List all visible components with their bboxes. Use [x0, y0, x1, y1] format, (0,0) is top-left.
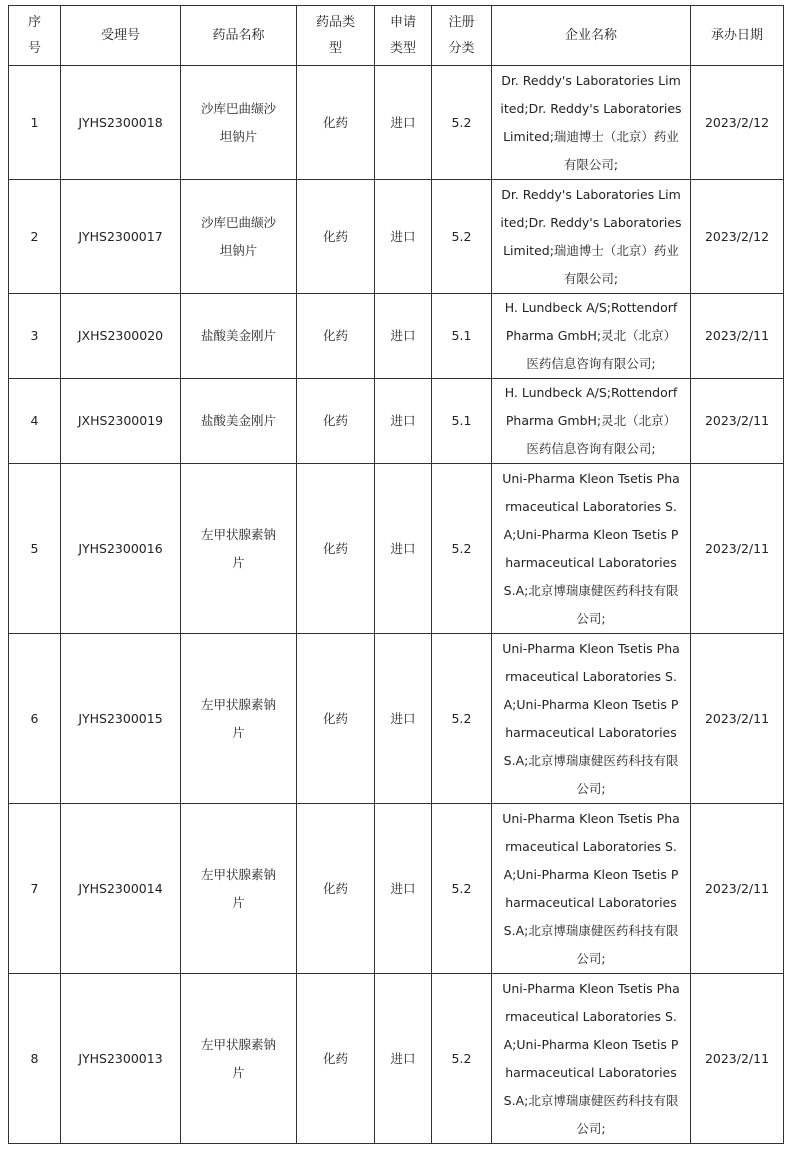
table-row	[9, 180, 784, 294]
table-row	[9, 379, 784, 464]
cell-apply: 进口	[375, 379, 432, 464]
cell-type: 化药	[297, 294, 375, 379]
cell-drug: 左甲状腺素钠片	[181, 634, 297, 804]
cell-acceptance: JYHS2300014	[61, 804, 181, 974]
cell-class: 5.2	[432, 634, 492, 804]
table-row	[9, 464, 784, 634]
cell-date: 2023/2/11	[691, 974, 784, 1144]
header-company: 企业名称	[492, 6, 691, 66]
cell-apply: 进口	[375, 634, 432, 804]
cell-company: Uni-Pharma Kleon Tsetis Pharmaceutical Laboratories S.A;Uni-Pharma Kleon Tsetis Pharmaceutical Laboratories S.A;北京博瑞康健医药科技有限公司;	[492, 634, 691, 804]
cell-acceptance: JYHS2300017	[61, 180, 181, 294]
cell-date: 2023/2/12	[691, 180, 784, 294]
header-class: 注册 分类	[432, 6, 492, 66]
cell-date: 2023/2/11	[691, 464, 784, 634]
cell-class: 5.1	[432, 379, 492, 464]
table-row	[9, 634, 784, 804]
cell-drug: 左甲状腺素钠片	[181, 464, 297, 634]
cell-no: 7	[9, 804, 61, 974]
cell-no: 3	[9, 294, 61, 379]
cell-company: Dr. Reddy's Laboratories Limited;Dr. Reddy's Laboratories Limited;瑞迪博士（北京）药业有限公司;	[492, 66, 691, 180]
cell-type: 化药	[297, 180, 375, 294]
cell-apply: 进口	[375, 294, 432, 379]
cell-type: 化药	[297, 464, 375, 634]
cell-drug: 左甲状腺素钠片	[181, 974, 297, 1144]
cell-apply: 进口	[375, 180, 432, 294]
cell-company: Dr. Reddy's Laboratories Limited;Dr. Reddy's Laboratories Limited;瑞迪博士（北京）药业有限公司;	[492, 180, 691, 294]
cell-no: 2	[9, 180, 61, 294]
cell-acceptance: JXHS2300020	[61, 294, 181, 379]
cell-apply: 进口	[375, 66, 432, 180]
cell-class: 5.1	[432, 294, 492, 379]
cell-no: 8	[9, 974, 61, 1144]
cell-company: Uni-Pharma Kleon Tsetis Pharmaceutical Laboratories S.A;Uni-Pharma Kleon Tsetis Pharmaceutical Laboratories S.A;北京博瑞康健医药科技有限公司;	[492, 804, 691, 974]
cell-class: 5.2	[432, 974, 492, 1144]
cell-no: 6	[9, 634, 61, 804]
cell-apply: 进口	[375, 974, 432, 1144]
cell-acceptance: JYHS2300013	[61, 974, 181, 1144]
drug-registration-table	[8, 5, 784, 1144]
cell-type: 化药	[297, 379, 375, 464]
cell-class: 5.2	[432, 66, 492, 180]
cell-apply: 进口	[375, 464, 432, 634]
cell-date: 2023/2/11	[691, 379, 784, 464]
cell-drug: 沙库巴曲缬沙坦钠片	[181, 180, 297, 294]
header-type: 药品类 型	[297, 6, 375, 66]
cell-company: Uni-Pharma Kleon Tsetis Pharmaceutical Laboratories S.A;Uni-Pharma Kleon Tsetis Pharmaceutical Laboratories S.A;北京博瑞康健医药科技有限公司;	[492, 974, 691, 1144]
table-row	[9, 294, 784, 379]
cell-drug: 沙库巴曲缬沙坦钠片	[181, 66, 297, 180]
cell-company: H. Lundbeck A/S;Rottendorf Pharma GmbH;灵北（北京）医药信息咨询有限公司;	[492, 294, 691, 379]
table-row	[9, 804, 784, 974]
cell-class: 5.2	[432, 464, 492, 634]
table-row	[9, 974, 784, 1144]
cell-apply: 进口	[375, 804, 432, 974]
cell-drug: 盐酸美金刚片	[181, 294, 297, 379]
header-date: 承办日期	[691, 6, 784, 66]
cell-date: 2023/2/11	[691, 294, 784, 379]
cell-no: 1	[9, 66, 61, 180]
cell-drug: 左甲状腺素钠片	[181, 804, 297, 974]
cell-company: Uni-Pharma Kleon Tsetis Pharmaceutical Laboratories S.A;Uni-Pharma Kleon Tsetis Pharmaceutical Laboratories S.A;北京博瑞康健医药科技有限公司;	[492, 464, 691, 634]
cell-date: 2023/2/11	[691, 804, 784, 974]
cell-class: 5.2	[432, 804, 492, 974]
cell-acceptance: JYHS2300016	[61, 464, 181, 634]
header-no: 序 号	[9, 6, 61, 66]
cell-drug: 盐酸美金刚片	[181, 379, 297, 464]
table-header-row	[9, 6, 784, 66]
header-acceptance: 受理号	[61, 6, 181, 66]
cell-type: 化药	[297, 634, 375, 804]
cell-type: 化药	[297, 804, 375, 974]
cell-acceptance: JXHS2300019	[61, 379, 181, 464]
cell-acceptance: JYHS2300015	[61, 634, 181, 804]
cell-type: 化药	[297, 66, 375, 180]
cell-date: 2023/2/11	[691, 634, 784, 804]
cell-class: 5.2	[432, 180, 492, 294]
cell-date: 2023/2/12	[691, 66, 784, 180]
table-row	[9, 66, 784, 180]
header-apply: 申请 类型	[375, 6, 432, 66]
cell-type: 化药	[297, 974, 375, 1144]
cell-acceptance: JYHS2300018	[61, 66, 181, 180]
cell-company: H. Lundbeck A/S;Rottendorf Pharma GmbH;灵北（北京）医药信息咨询有限公司;	[492, 379, 691, 464]
header-drug: 药品名称	[181, 6, 297, 66]
cell-no: 5	[9, 464, 61, 634]
cell-no: 4	[9, 379, 61, 464]
